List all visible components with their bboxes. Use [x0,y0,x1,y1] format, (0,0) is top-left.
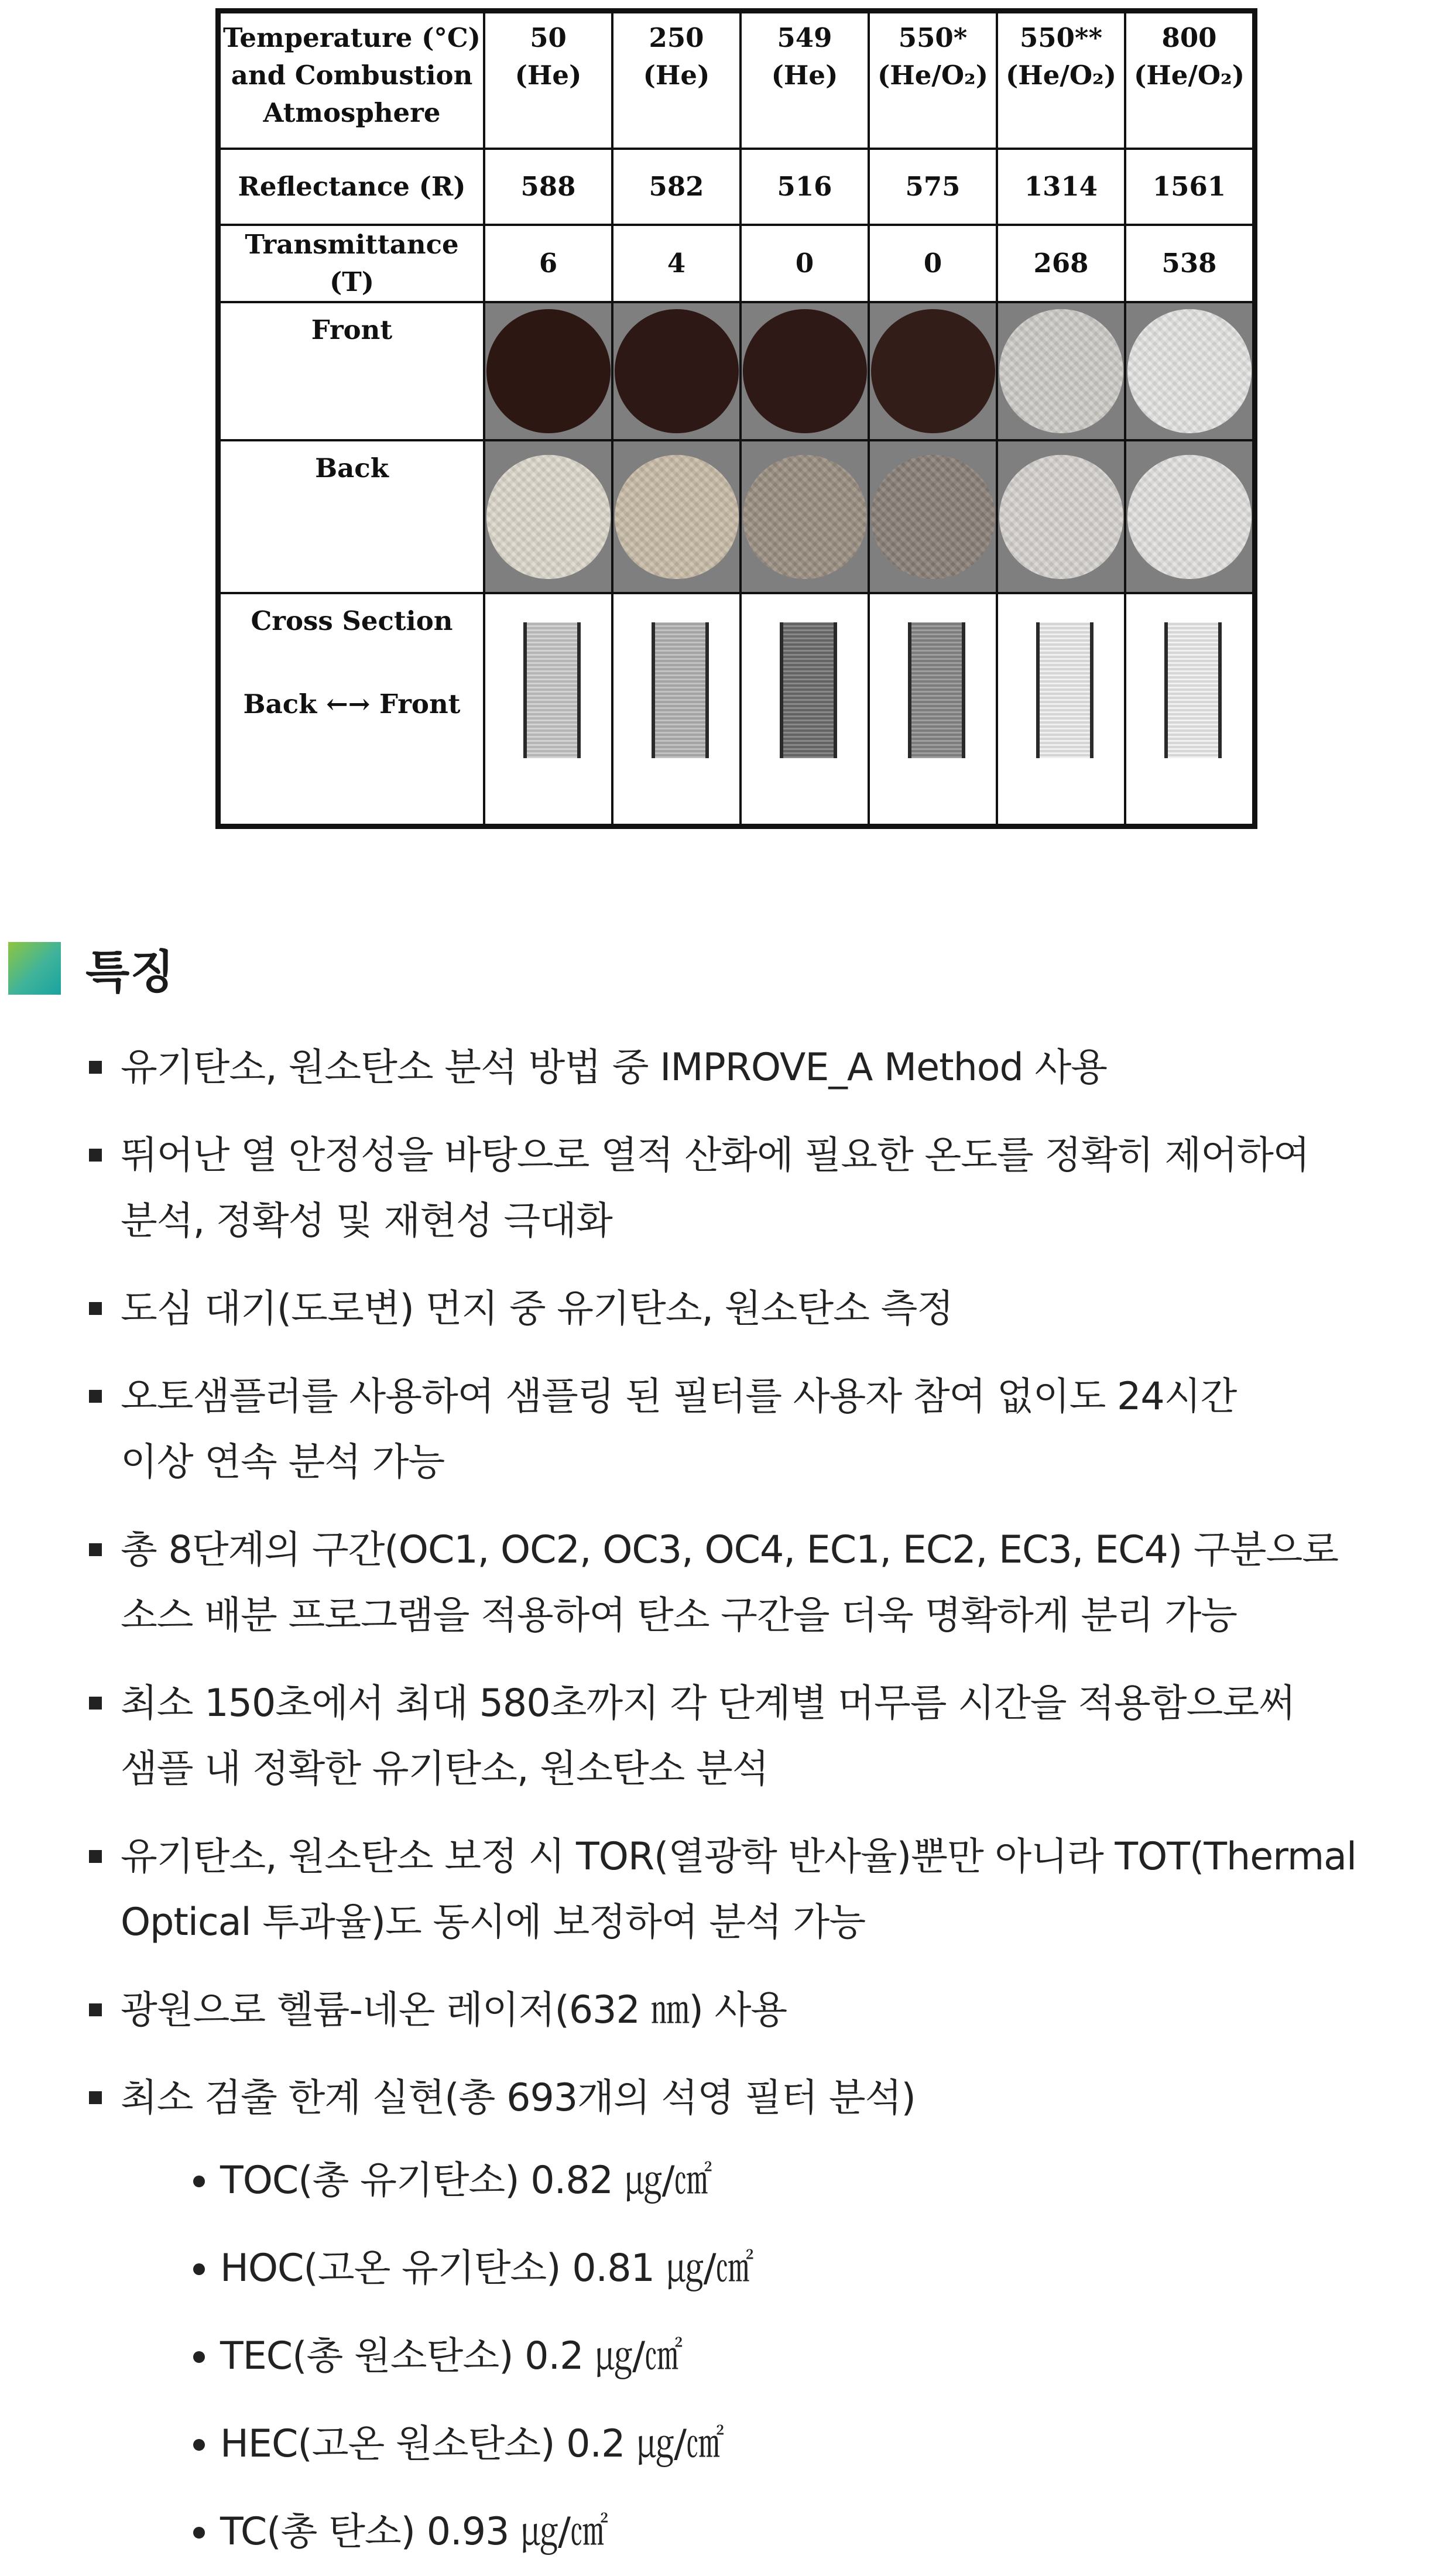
cross-section-label [220,593,484,825]
front-filter-disc [1127,309,1252,433]
header-cell-temp [612,12,741,149]
temp-value: 800 [1161,22,1217,53]
atmosphere-value: (He) [515,60,582,91]
square-bullet-icon [89,1390,102,1403]
front-filter-disc [999,309,1123,433]
back-label: Back [220,440,484,593]
cross-section-row [220,593,1253,825]
figure-table [215,8,1257,829]
reflectance-value: 1314 [997,149,1125,225]
detection-limit-item [121,2400,1444,2488]
temp-value: 50 [530,22,567,53]
atmosphere-value: (He/O₂) [877,60,989,91]
transmittance-value: 6 [484,225,612,302]
cross-section-strip [908,622,965,758]
detection-limit-item [121,2137,1444,2225]
feature-item [85,1824,1444,1955]
feature-text: 총 8단계의 구간(OC1, OC2, OC3, OC4, EC1, EC2, EC3, EC4) 구분으로 [121,1528,1339,1572]
cross-section-strip [652,622,709,758]
feature-item [85,1123,1444,1254]
features-heading [8,939,175,998]
header-label-line: and Combustion [231,60,473,91]
feature-text: 오토샘플러를 사용하여 샘플링 된 필터를 사용자 참여 없이도 24시간 [121,1375,1237,1419]
header-label-line: Atmosphere [263,97,441,128]
reflectance-value: 582 [612,149,741,225]
detection-limit-item [121,2313,1444,2400]
cross-section-direction: Back ←→ Front [243,688,461,720]
temp-value: 250 [649,22,704,53]
feature-item [85,1035,1444,1101]
cross-section-title: Cross Section [251,605,453,636]
round-bullet-icon [193,2263,205,2275]
square-bullet-icon [89,2003,102,2016]
round-bullet-icon [193,2176,205,2187]
round-bullet-icon [193,2527,205,2539]
front-filter-disc [871,309,995,433]
features-title: 특징 [85,946,175,999]
reflectance-value: 516 [741,149,869,225]
header-cell-temp [997,12,1125,149]
detection-limit-text: TEC(총 원소탄소) 0.2 ㎍/㎠ [220,2334,683,2378]
back-sample-cell [612,440,741,593]
feature-text: 분석, 정확성 및 재현성 극대화 [121,1199,612,1243]
feature-text: Optical 투과율)도 동시에 보정하여 분석 가능 [121,1900,866,1944]
cross-section-cell [1125,593,1253,825]
cross-section-cell [741,593,869,825]
front-row [220,302,1253,440]
feature-item [85,1517,1444,1649]
atmosphere-value: (He/O₂) [1133,60,1245,91]
feature-item [85,2065,1444,2576]
reflectance-label: Reflectance (R) [220,149,484,225]
square-bullet-icon [89,1061,102,1074]
atmosphere-value: (He/O₂) [1005,60,1117,91]
feature-item [85,1671,1444,1802]
transmittance-value: 538 [1125,225,1253,302]
back-filter-disc [486,455,611,579]
back-filter-disc [615,455,739,579]
front-filter-disc [743,309,867,433]
round-bullet-icon [193,2439,205,2451]
square-bullet-icon [89,1697,102,1710]
back-sample-cell [997,440,1125,593]
front-filter-disc [615,309,739,433]
transmittance-value: 0 [869,225,997,302]
cross-section-strip [1164,622,1222,758]
feature-item [85,1364,1444,1495]
cross-section-strip [780,622,837,758]
feature-text: 이상 연속 분석 가능 [121,1440,445,1484]
front-label: Front [220,302,484,440]
back-row [220,440,1253,593]
feature-text: 도심 대기(도로변) 먼지 중 유기탄소, 원소탄소 측정 [121,1287,954,1331]
reflectance-row [220,149,1253,225]
front-sample-cell [997,302,1125,440]
front-sample-cell [612,302,741,440]
results-table [218,11,1254,826]
back-sample-cell [484,440,612,593]
feature-text: 유기탄소, 원소탄소 보정 시 TOR(열광학 반사율)뿐만 아니라 TOT(Thermal [121,1835,1357,1879]
square-bullet-icon [89,1850,102,1863]
features-list [85,1035,1444,2576]
temp-value: 550* [898,22,968,53]
reflectance-value: 575 [869,149,997,225]
header-row [220,12,1253,149]
cross-section-cell [869,593,997,825]
front-filter-disc [486,309,611,433]
feature-text: 유기탄소, 원소탄소 분석 방법 중 IMPROVE_A Method 사용 [121,1046,1108,1090]
back-filter-disc [1127,455,1252,579]
detection-limit-item [121,2488,1444,2576]
cross-section-strip [523,622,581,758]
feature-text: 최소 검출 한계 실현(총 693개의 석영 필터 분석) [121,2076,916,2120]
transmittance-value: 4 [612,225,741,302]
feature-text: 뛰어난 열 안정성을 바탕으로 열적 산화에 필요한 온도를 정확히 제어하여 [121,1133,1310,1177]
cross-section-cell [612,593,741,825]
detection-limit-text: TC(총 탄소) 0.93 ㎍/㎠ [220,2510,608,2554]
reflectance-value: 588 [484,149,612,225]
header-label-line: Temperature (°C) [223,22,481,53]
back-filter-disc [999,455,1123,579]
header-cell-label [220,12,484,149]
detection-limit-text: HEC(고온 원소탄소) 0.2 ㎍/㎠ [220,2422,724,2466]
transmittance-value: 268 [997,225,1125,302]
back-sample-cell [869,440,997,593]
front-sample-cell [869,302,997,440]
feature-text: 샘플 내 정확한 유기탄소, 원소탄소 분석 [121,1747,769,1791]
front-sample-cell [741,302,869,440]
front-sample-cell [484,302,612,440]
gradient-square-icon [8,942,61,995]
feature-text: 광원으로 헬륨-네온 레이저(632 ㎚) 사용 [121,1988,787,2032]
feature-text: 최소 150초에서 최대 580초까지 각 단계별 머무름 시간을 적용함으로써 [121,1681,1295,1725]
square-bullet-icon [89,1149,102,1162]
temp-value: 549 [777,22,832,53]
atmosphere-value: (He) [771,60,838,91]
cross-section-cell [484,593,612,825]
round-bullet-icon [193,2351,205,2363]
header-cell-temp [869,12,997,149]
feature-item [85,1276,1444,1342]
header-cell-temp [741,12,869,149]
detection-limit-text: TOC(총 유기탄소) 0.82 ㎍/㎠ [220,2159,712,2202]
detection-limit-text: HOC(고온 유기탄소) 0.81 ㎍/㎠ [220,2246,753,2290]
detection-limit-item [121,2225,1444,2313]
temp-value: 550** [1020,22,1102,53]
feature-item [85,1978,1444,2043]
reflectance-value: 1561 [1125,149,1253,225]
square-bullet-icon [89,2091,102,2104]
transmittance-label: Transmittance (T) [220,225,484,302]
header-cell-temp [484,12,612,149]
back-sample-cell [1125,440,1253,593]
front-sample-cell [1125,302,1253,440]
detection-limit-list [121,2137,1444,2576]
square-bullet-icon [89,1543,102,1556]
atmosphere-value: (He) [643,60,710,91]
transmittance-row [220,225,1253,302]
cross-section-strip [1036,622,1094,758]
back-sample-cell [741,440,869,593]
cross-section-cell [997,593,1125,825]
back-filter-disc [871,455,995,579]
transmittance-value: 0 [741,225,869,302]
header-cell-temp [1125,12,1253,149]
square-bullet-icon [89,1302,102,1315]
feature-text: 소스 배분 프로그램을 적용하여 탄소 구간을 더욱 명확하게 분리 가능 [121,1594,1238,1638]
back-filter-disc [743,455,867,579]
